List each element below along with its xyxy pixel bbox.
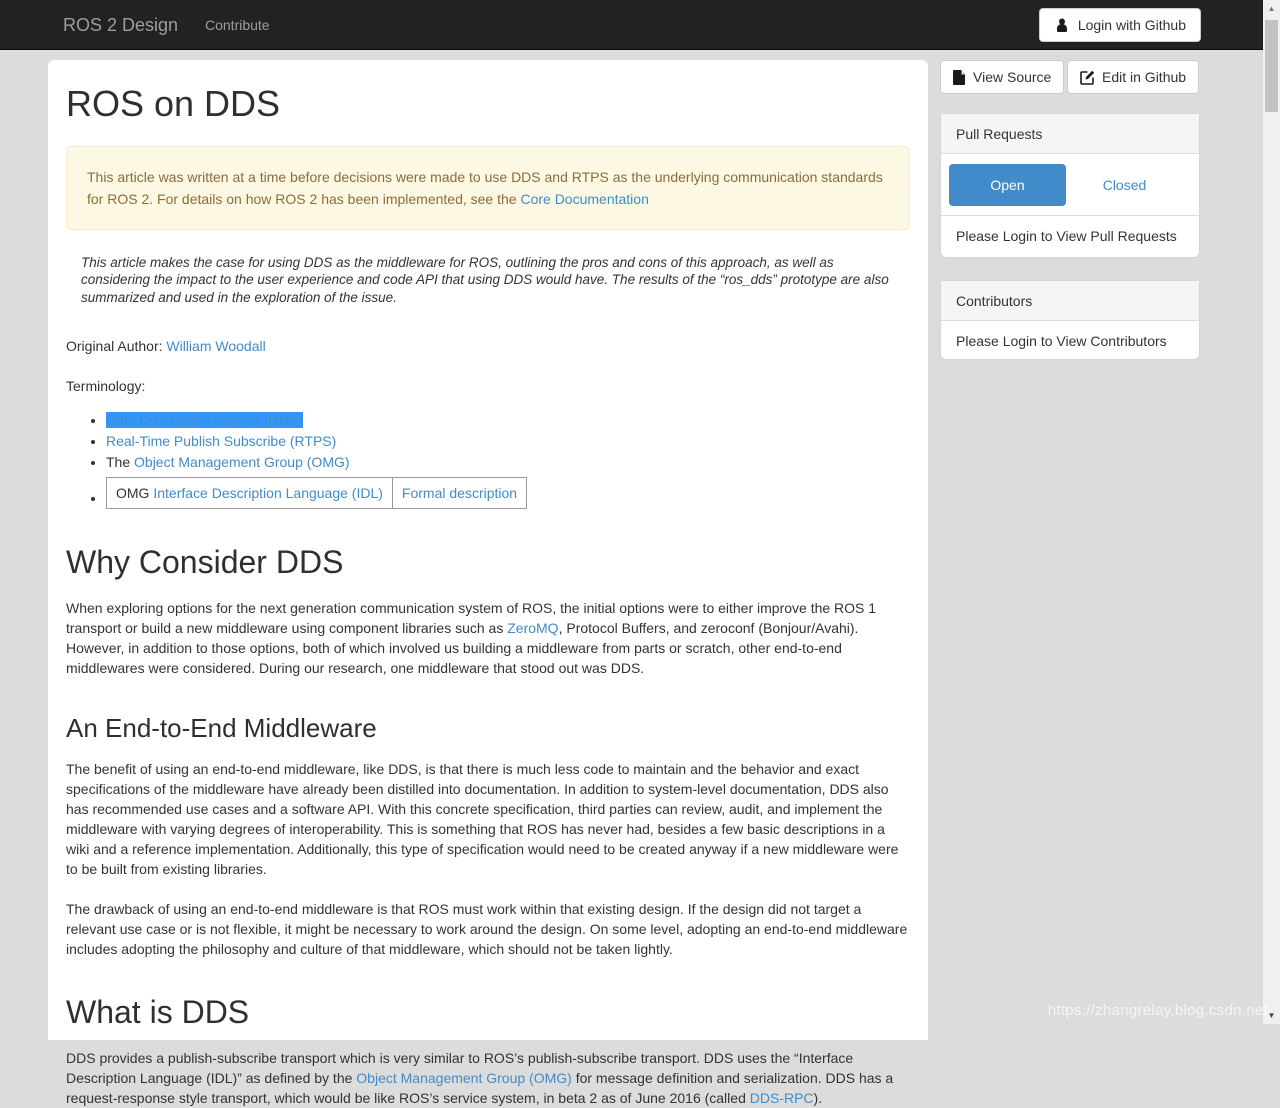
warning-alert	[66, 146, 910, 230]
tab-closed[interactable]: Closed	[1066, 164, 1183, 206]
nav-contribute[interactable]: Contribute	[205, 17, 270, 33]
idl-reference-table	[106, 477, 527, 509]
scrollbar-up-arrow[interactable]: ▲	[1267, 4, 1276, 13]
top-navbar	[0, 0, 1280, 50]
inline-text: When exploring options for the next generation communication system of ROS, the initial options were to either improve the ROS 1 transport or build a new middleware using component libraries such as	[66, 600, 877, 637]
view-source-label: View Source	[973, 69, 1052, 85]
inline-link[interactable]: Object Management Group (OMG)	[356, 1070, 572, 1087]
article-abstract: This article makes the case for using DDS as the middleware for ROS, outlining the pros and cons of this approach, as well as considering the impact to the user experience and code API that using DDS would have. The results of the “ros_dds” prototype are also summarized and used in the exploration of the issue.	[81, 254, 889, 305]
pull-requests-tabs	[941, 154, 1199, 216]
edit-icon	[1080, 70, 1095, 85]
heading-end-to-end-middleware: An End-to-End Middleware	[66, 713, 377, 744]
inline-link[interactable]: Data Distribution Service (DDS)	[106, 412, 303, 429]
article-panel	[48, 60, 928, 1107]
inline-text: DDS provides a publish-subscribe transport which is very similar to ROS’s publish-subscribe transport. DDS uses the “Interface Description Language (IDL)” as defined by the	[66, 1050, 854, 1087]
terminology-label: Terminology:	[66, 378, 146, 395]
inline-text: The	[106, 454, 135, 471]
heading-why-consider-dds: Why Consider DDS	[66, 544, 344, 581]
page-title: ROS on DDS	[66, 83, 281, 124]
watermark-url: https://zhangrelay.blog.csdn.net	[1047, 1002, 1268, 1019]
heading-what-is-dds: What is DDS	[66, 993, 250, 1030]
file-icon	[953, 70, 966, 85]
inline-link[interactable]: Interface Description Language (IDL)	[153, 485, 383, 502]
brand-link[interactable]: ROS 2 Design	[63, 15, 179, 35]
pull-requests-login-message: Please Login to View Pull Requests	[956, 228, 1177, 244]
inline-link[interactable]: Formal description	[401, 485, 518, 502]
list-item	[106, 431, 910, 451]
original-author-line	[66, 336, 910, 356]
person-icon	[1054, 17, 1070, 33]
paragraph-why	[66, 598, 910, 678]
pull-requests-panel-title: Pull Requests	[941, 114, 1199, 154]
view-source-button[interactable]	[940, 60, 1064, 94]
inline-text: , Protocol Buffers, and zeroconf (Bonjour/Avahi). However, in addition to those options, both of which involved us building a middleware from parts or scratch, other end-to-end middlewares were considered. During our research, one middleware that stood out was DDS.	[66, 620, 859, 677]
table-row	[107, 478, 527, 509]
inline-text: OMG	[116, 485, 154, 502]
inline-link[interactable]: William Woodall	[166, 338, 266, 355]
warning-alert-text	[87, 169, 883, 207]
inline-link[interactable]: ZeroMQ	[507, 620, 559, 637]
paragraph-what-is-dds	[66, 1048, 910, 1108]
inline-link[interactable]: Real-Time Publish Subscribe (RTPS)	[106, 433, 337, 450]
table-cell-formal-description	[392, 478, 526, 509]
inline-link[interactable]: Core Documentation	[520, 190, 649, 207]
scrollbar-down-arrow[interactable]: ▼	[1267, 1011, 1276, 1020]
contributors-login-message: Please Login to View Contributors	[956, 333, 1167, 349]
scrollbar-track[interactable]	[1263, 0, 1280, 1024]
inline-text: for message definition and serialization. DDS has a request-response style transport, which would be like ROS’s service system, in beta 2 as of June 2016 (called	[66, 1070, 894, 1107]
edit-in-github-button[interactable]	[1067, 60, 1199, 94]
inline-text: Original Author:	[66, 338, 167, 355]
pull-requests-panel	[940, 113, 1200, 258]
tab-open[interactable]: Open	[949, 164, 1066, 206]
paragraph-benefit: The benefit of using an end-to-end middleware, like DDS, is that there is much less code to maintain and the behavior and exact specifications of the middleware have already been distilled into documentation. In addition to system-level documentation, DDS also has recommended use cases and a software API. With this concrete specification, third parties can review, audit, and implement the middleware with varying degrees of interoperability. This is something that ROS has never had, besides a few basic descriptions in a wiki and a reference implementation. Additionally, this type of specification would need to be created anyway if a new middleware were to be built from existing libraries.	[66, 760, 899, 877]
inline-link[interactable]: DDS-RPC	[749, 1090, 814, 1107]
login-with-github-button[interactable]	[1039, 8, 1201, 42]
contributors-panel-title: Contributors	[941, 281, 1199, 321]
inline-text: ).	[813, 1090, 823, 1107]
inline-text: This article was written at a time before decisions were made to use DDS and RTPS as the underlying communication standards for ROS 2. For details on how ROS 2 has been implemented, see the	[87, 168, 883, 207]
table-cell-idl	[107, 478, 393, 509]
inline-link[interactable]: Object Management Group (OMG)	[134, 454, 350, 471]
terminology-list	[106, 410, 910, 509]
list-item	[106, 452, 910, 472]
list-item	[106, 477, 910, 509]
login-button-label: Login with Github	[1077, 17, 1186, 33]
edit-in-github-label: Edit in Github	[1102, 69, 1187, 85]
contributors-panel	[940, 280, 1200, 360]
paragraph-drawback: The drawback of using an end-to-end middleware is that ROS must work within that existing design. If the design did not target a relevant use case or is not flexible, it might be necessary to work around the design. On some level, adopting an end-to-end middleware includes adopting the philosophy and culture of that middleware, which should not be taken lightly.	[66, 900, 908, 957]
list-item	[106, 410, 910, 430]
scrollbar-thumb[interactable]	[1265, 20, 1278, 112]
